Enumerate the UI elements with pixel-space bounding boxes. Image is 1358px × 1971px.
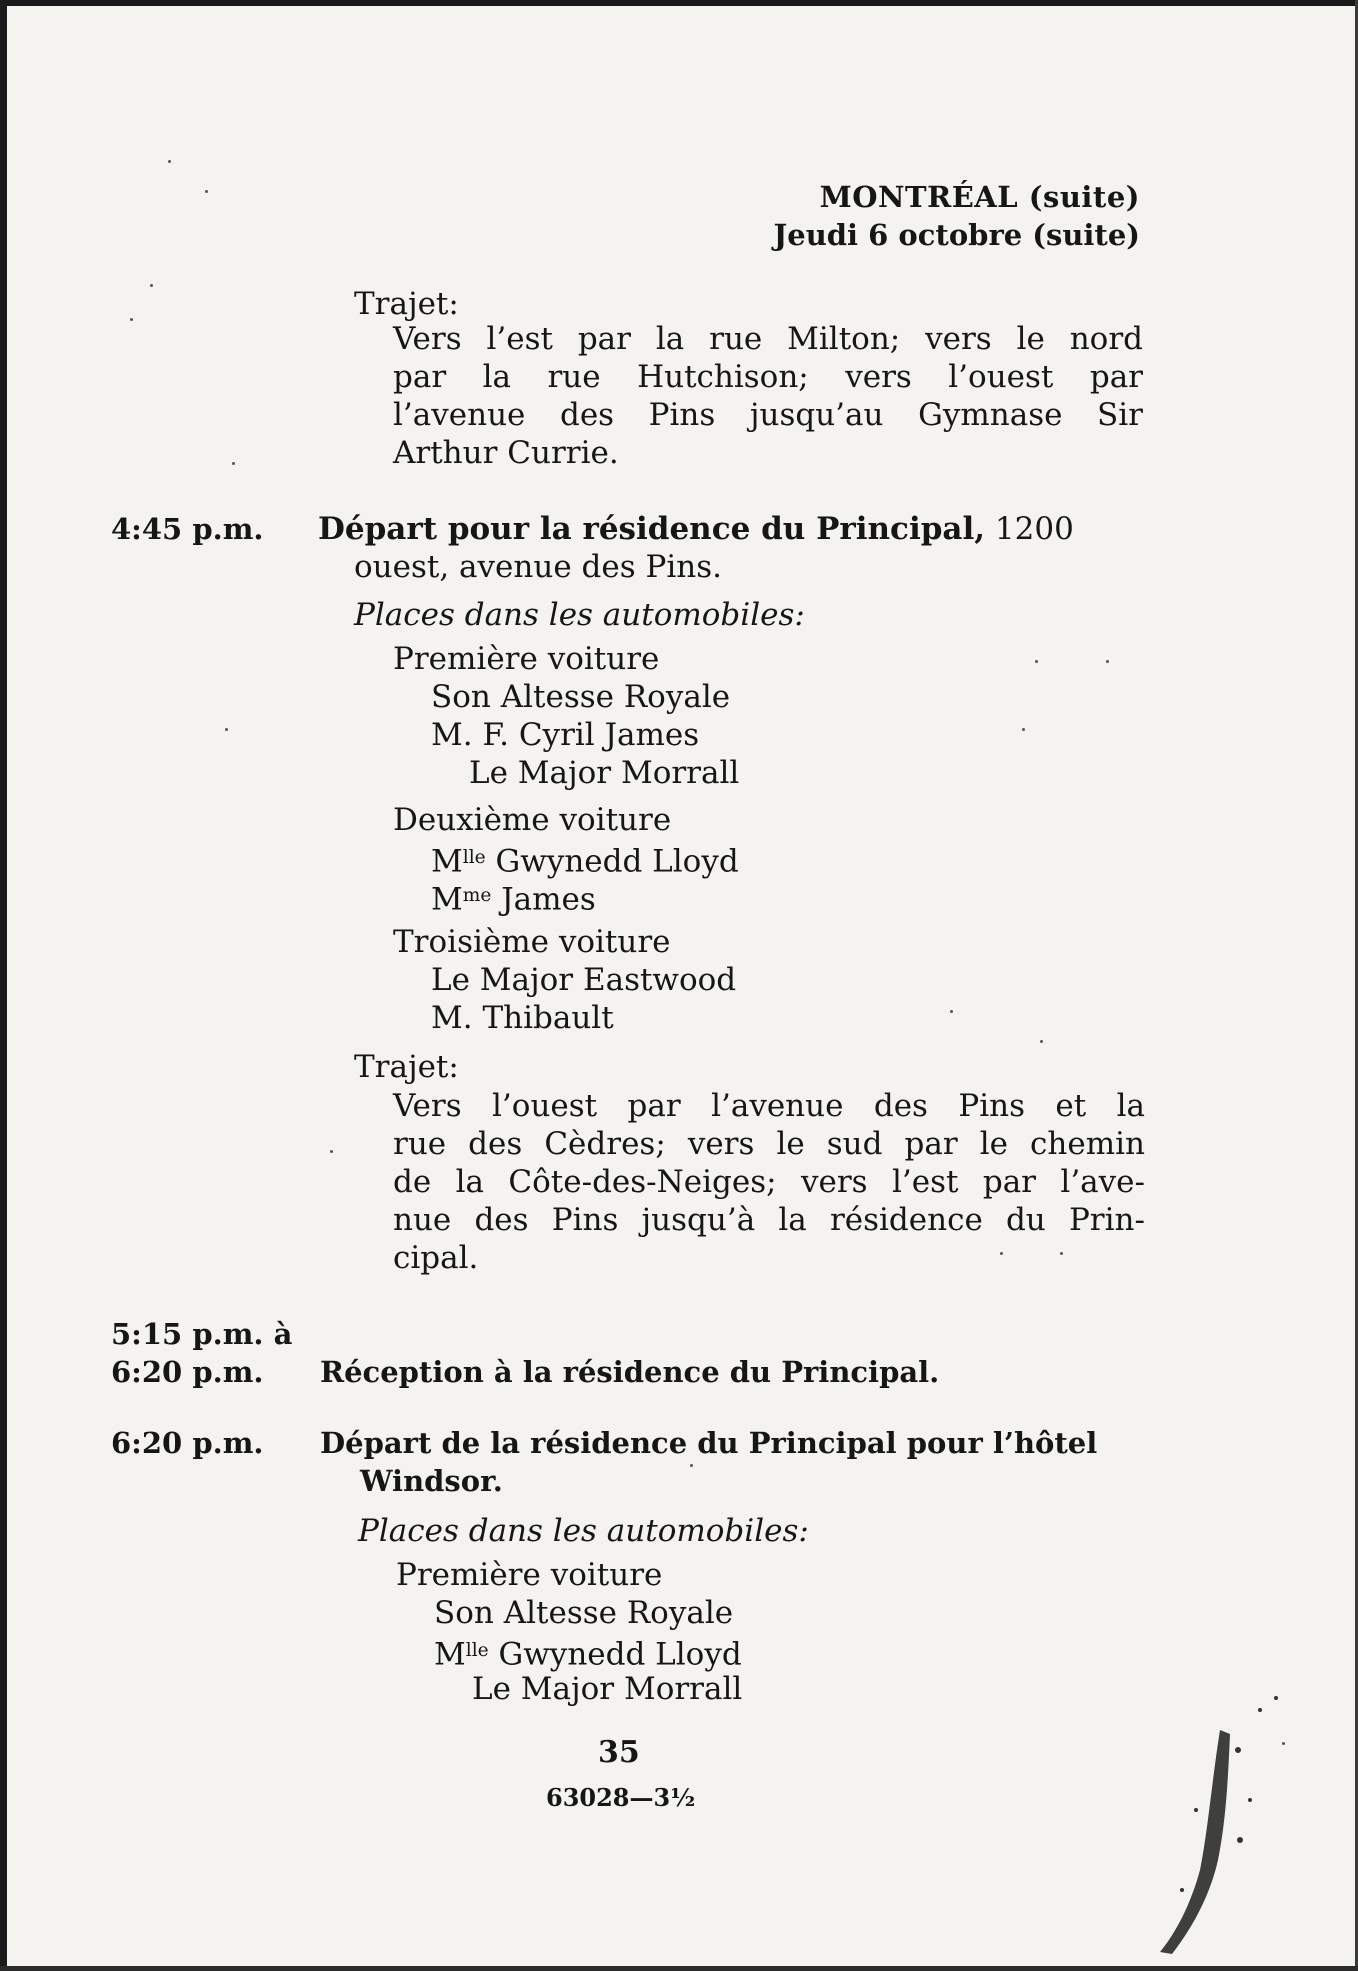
scan-speck [690, 1464, 693, 1467]
event1-route-line-1: Vers l’ouest par l’avenue des Pins et la [393, 1088, 1145, 1124]
route1-line-1: Vers l’est par la rue Milton; vers le nord [393, 321, 1143, 357]
scan-edge-left [0, 0, 7, 1971]
event2-time-start: 5:15 p.m. à [111, 1317, 293, 1351]
scan-speck [1060, 1252, 1063, 1255]
route1-line-3: l’avenue des Pins jusqu’au Gymnase Sir [393, 397, 1143, 433]
event1-car2-passenger-1 [431, 839, 739, 880]
event1-route-line-2: rue des Cèdres; vers le sud par le chemin [393, 1126, 1145, 1162]
event3-car1-passenger-2 [434, 1632, 742, 1673]
scan-edge-top [0, 0, 1358, 6]
header-date: Jeudi 6 octobre (suite) [773, 218, 1140, 252]
event3-car1-label: Première voiture [396, 1557, 663, 1593]
event1-car3-passenger-1: Le Major Eastwood [431, 962, 737, 998]
event1-car3-label: Troisième voiture [393, 924, 671, 960]
header-city: MONTRÉAL (suite) [819, 180, 1140, 214]
event2-time-end: 6:20 p.m. [111, 1355, 264, 1389]
scan-speck [1040, 1040, 1043, 1043]
event1-time: 4:45 p.m. [111, 512, 264, 546]
scan-speck [205, 190, 208, 193]
event1-car1-label: Première voiture [393, 641, 660, 677]
event2-title: Réception à la résidence du Principal. [320, 1355, 940, 1389]
event1-title-number: 1200 [985, 511, 1074, 547]
scan-speck [330, 1150, 333, 1153]
page-number: 35 [598, 1735, 640, 1770]
event3-title-line2: Windsor. [360, 1464, 503, 1498]
event1-route-line-4: nue des Pins jusqu’à la résidence du Prin- [393, 1202, 1145, 1238]
event1-title-line2: ouest, avenue des Pins. [354, 549, 722, 585]
route1-line-4: Arthur Currie. [393, 435, 619, 471]
scan-speck [150, 284, 153, 287]
event1-car2-label: Deuxième voiture [393, 802, 672, 838]
title-abbrev: M [434, 1636, 466, 1673]
scan-speck [225, 728, 228, 731]
passenger-name: James [491, 881, 596, 918]
passenger-name: Gwynedd Lloyd [488, 1636, 742, 1673]
scan-speck [232, 462, 235, 465]
scan-speck [950, 1010, 953, 1013]
event1-car3-passenger-2: M. Thibault [431, 1000, 614, 1036]
event1-title [318, 510, 1143, 548]
event3-title-line1: Départ de la résidence du Principal pour l’hôtel [320, 1426, 1098, 1460]
event3-time: 6:20 p.m. [111, 1426, 264, 1460]
scan-speck [168, 160, 171, 163]
event1-car1-passenger-1: Son Altesse Royale [431, 679, 731, 715]
scan-speck [1035, 660, 1038, 663]
scan-speck [1022, 728, 1025, 731]
event3-places-label: Places dans les automobiles: [358, 1513, 809, 1549]
title-superscript: me [462, 885, 492, 906]
event1-car1-passenger-3: Le Major Morrall [469, 755, 740, 791]
scan-speck [1000, 1252, 1003, 1255]
route1-label: Trajet: [354, 286, 459, 322]
event1-route-line-5: cipal. [393, 1240, 479, 1276]
event1-car1-passenger-2: M. F. Cyril James [431, 717, 700, 753]
title-superscript: lle [462, 847, 486, 868]
title-superscript: lle [465, 1640, 489, 1661]
title-abbrev: M [431, 881, 463, 918]
scan-speck [1106, 660, 1109, 663]
event3-car1-passenger-3: Le Major Morrall [472, 1671, 743, 1707]
scan-speck [130, 318, 133, 321]
printer-code: 63028—3½ [546, 1783, 696, 1812]
passenger-name: Gwynedd Lloyd [485, 843, 739, 880]
title-abbrev: M [431, 843, 463, 880]
event1-title-bold: Départ pour la résidence du Principal, [318, 511, 986, 547]
event1-car2-passenger-2 [431, 877, 596, 918]
event1-route-label: Trajet: [354, 1049, 459, 1085]
event3-car1-passenger-1: Son Altesse Royale [434, 1595, 734, 1631]
event1-places-label: Places dans les automobiles: [354, 597, 805, 633]
route1-line-2: par la rue Hutchison; vers l’ouest par [393, 359, 1143, 395]
scan-smudge [1100, 1690, 1340, 1970]
event1-route-line-3: de la Côte-des-Neiges; vers l’est par l’ave- [393, 1164, 1145, 1200]
